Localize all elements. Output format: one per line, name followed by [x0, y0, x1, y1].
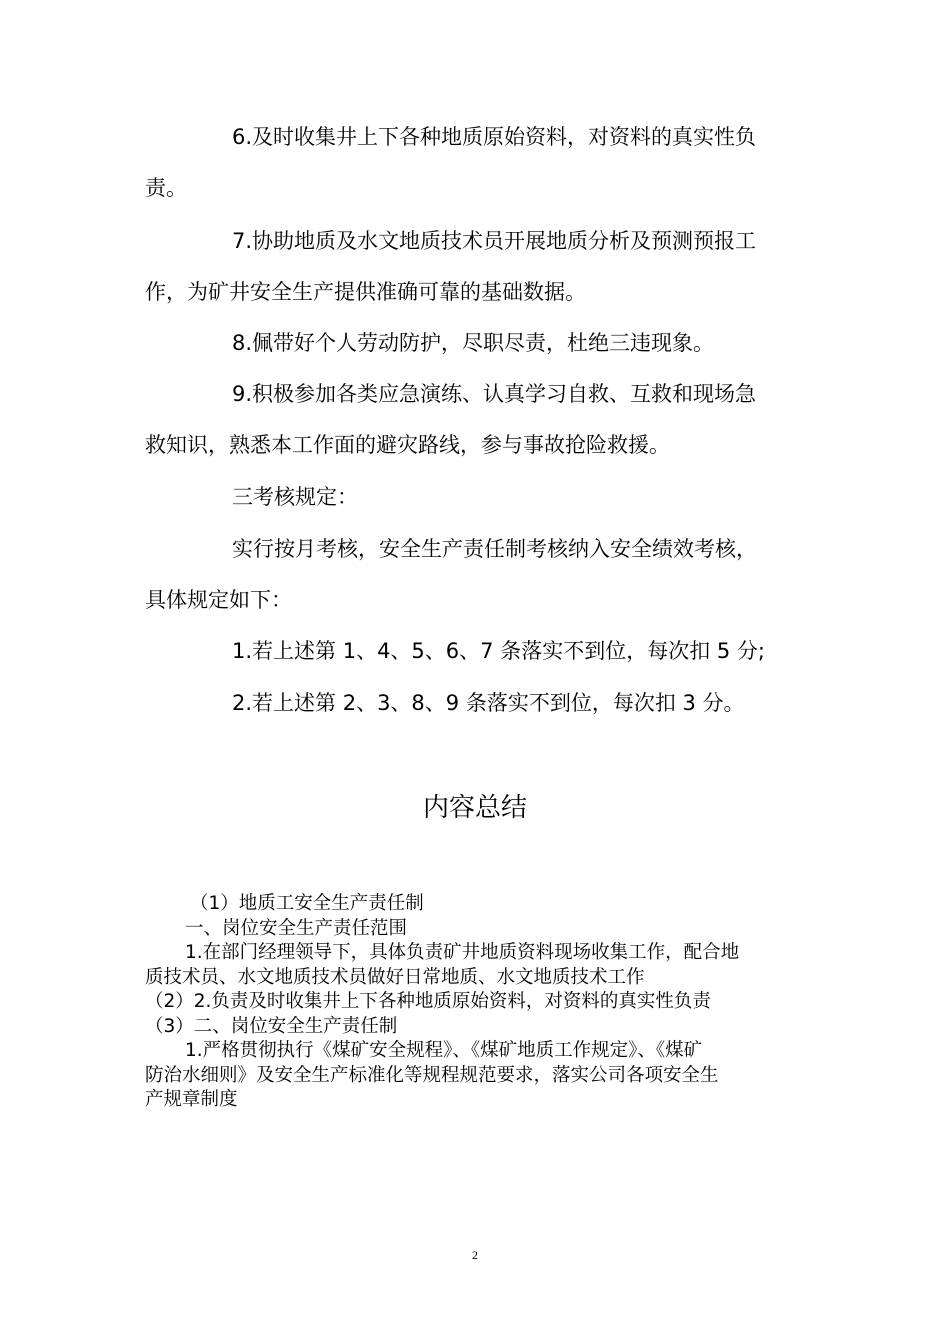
summary-line: 产规章制度	[145, 1089, 238, 1110]
summary-line: 质技术员、水文地质技术员做好日常地质、水文地质技术工作	[145, 966, 645, 988]
text-line: 实行按月考核，安全生产责任制考核纳入安全绩效考核，	[232, 537, 757, 561]
summary-line: 1.严格贯彻执行《煤矿安全规程》、《煤矿地质工作规定》、《煤矿	[185, 1040, 703, 1061]
section-heading-assessment	[145, 472, 795, 523]
text-line: 三考核规定：	[232, 485, 358, 509]
summary-line: 一、岗位安全生产责任范围	[185, 917, 408, 939]
text-line: 8.佩带好个人劳动防护，尽职尽责，杜绝三违现象。	[232, 331, 715, 355]
paragraph-item-7	[145, 216, 795, 318]
text-line: 作，为矿井安全生产提供准确可靠的基础数据。	[145, 280, 586, 304]
summary-line: （1）地质工安全生产责任制	[190, 893, 424, 914]
summary-line: （3）二、岗位安全生产责任制	[145, 1015, 398, 1037]
summary-line: 防治水细则》及安全生产标准化等规程规范要求，落实公司各项安全生	[145, 1064, 719, 1086]
text-line: 救知识，熟悉本工作面的避灾路线，参与事故抢险救援。	[145, 433, 670, 457]
text-line: 7.协助地质及水文地质技术员开展地质分析及预测预报工	[232, 229, 757, 253]
text-line: 9.积极参加各类应急演练、认真学习自救、互救和现场急	[232, 382, 757, 406]
page-number: 2	[472, 1248, 478, 1262]
text-line: 2.若上述第 2、3、8、9 条落实不到位，每次扣 3 分。	[232, 691, 745, 715]
text-line: 责。	[145, 176, 187, 200]
text-line: 6.及时收集井上下各种地质原始资料，对资料的真实性负	[232, 125, 757, 149]
paragraph-item-6	[145, 112, 795, 214]
paragraph-assessment-intro	[145, 524, 795, 626]
summary-line: 1.在部门经理领导下，具体负责矿井地质资料现场收集工作，配合地	[185, 942, 740, 963]
summary-line: （2）2.负责及时收集井上下各种地质原始资料，对资料的真实性负责	[145, 991, 711, 1012]
text-line: 1.若上述第 1、4、5、6、7 条落实不到位，每次扣 5 分;	[232, 639, 765, 663]
summary-title: 内容总结	[422, 793, 527, 823]
paragraph-rule-1	[145, 626, 795, 677]
paragraph-item-9	[145, 369, 795, 471]
summary-content	[145, 892, 815, 1113]
paragraph-rule-2	[145, 678, 795, 729]
paragraph-item-8	[145, 318, 795, 369]
text-line: 具体规定如下：	[145, 588, 292, 612]
